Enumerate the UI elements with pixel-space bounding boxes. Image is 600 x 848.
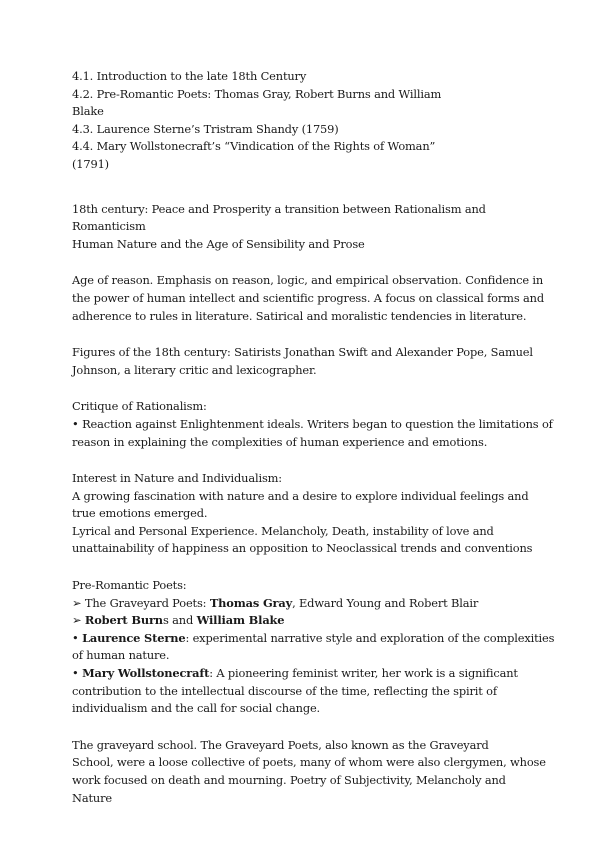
arrow-line: ➢ Robert Burns and William Blake [72,613,285,628]
text-line: The graveyard school. The Graveyard Poets, also known as the Graveyard [72,737,489,752]
text-line: adherence to rules in literature. Satirical and moralistic tendencies in literature. [72,308,527,323]
text-line: unattainability of happiness an opposition to Neoclassical trends and conventions [72,541,533,556]
figures-paragraph [72,344,542,379]
text-line: Romanticism [72,219,146,234]
table-of-contents [72,68,542,174]
section-heading: Pre-Romantic Poets: [72,578,187,593]
text-line: reason in explaining the complexities of human experience and emotions. [72,434,488,449]
poet-name: Thomas Gray [209,595,293,610]
toc-item: 4.2. Pre-Romantic Poets: Thomas Gray, Robert Burns and William [72,86,442,101]
text-line: Human Nature and the Age of Sensibility and Prose [72,236,365,251]
graveyard-paragraph [72,737,546,807]
text-line: Nature [72,790,112,805]
text-line: Age of reason. Emphasis on reason, logic, and empirical observation. Confidence in [72,273,544,288]
text-line: individualism and the call for social change. [72,701,321,716]
text-line: A growing fascination with nature and a desire to explore individual feelings and [72,488,529,503]
bullet-icon: • [72,630,79,645]
text-line: Johnson, a literary critic and lexicographer. [72,362,317,377]
poets-section [72,577,555,718]
arrow-line: ➢ The Graveyard Poets: Thomas Gray, Edward Young and Robert Blair [72,595,479,610]
text-line: Lyrical and Personal Experience. Melancholy, Death, instability of love and [72,523,494,538]
critique-section [72,398,553,451]
toc-item: 4.3. Laurence Sterne’s Tristram Shandy (1759) [72,121,339,136]
text-line: true emotions emerged. [72,506,208,521]
bullet-icon: • [72,666,79,681]
text-line: Figures of the 18th century: Satirists Jonathan Swift and Alexander Pope, Samuel [72,345,533,360]
age-of-reason-paragraph [72,272,542,325]
text-line: 18th century: Peace and Prosperity a transition between Rationalism and [72,201,486,216]
author-name: Mary Wollstonecraft [82,666,210,681]
toc-item: 4.4. Mary Wollstonecraft’s “Vindication of the Rights of Woman” [72,139,436,154]
bullet-line: • Reaction against Enlightenment ideals. Writers began to question the limitations of [72,416,553,431]
text-line: contribution to the intellectual discourse of the time, reflecting the spirit of [72,683,497,698]
section-heading: Critique of Rationalism: [72,399,207,414]
bullet-line: • Mary Wollstonecraft: A pioneering feminist writer, her work is a significant [72,666,518,681]
text-line: School, were a loose collective of poets, many of whom were also clergymen, whose [72,755,546,770]
section-heading: Interest in Nature and Individualism: [72,471,282,486]
arrow-icon: ➢ [72,595,82,610]
nature-section [72,470,542,558]
toc-item: (1791) [72,156,109,171]
author-name: Laurence Sterne [82,630,186,645]
bullet-icon: • [72,416,79,431]
document-page [72,68,555,807]
toc-item: 4.1. Introduction to the late 18th Century [72,69,307,83]
text-line: work focused on death and mourning. Poetry of Subjectivity, Melancholy and [72,773,506,787]
bullet-line: • Laurence Sterne: experimental narrative style and exploration of the complexities [72,630,555,645]
text-line: of human nature. [72,648,170,663]
intro-paragraph [72,201,542,254]
toc-item: Blake [72,104,104,119]
poet-name: William Blake [196,613,285,628]
arrow-icon: ➢ [72,613,82,628]
poet-name: Robert Burn [84,613,163,628]
text-line: the power of human intellect and scientific progress. A focus on classical forms and [72,290,544,305]
